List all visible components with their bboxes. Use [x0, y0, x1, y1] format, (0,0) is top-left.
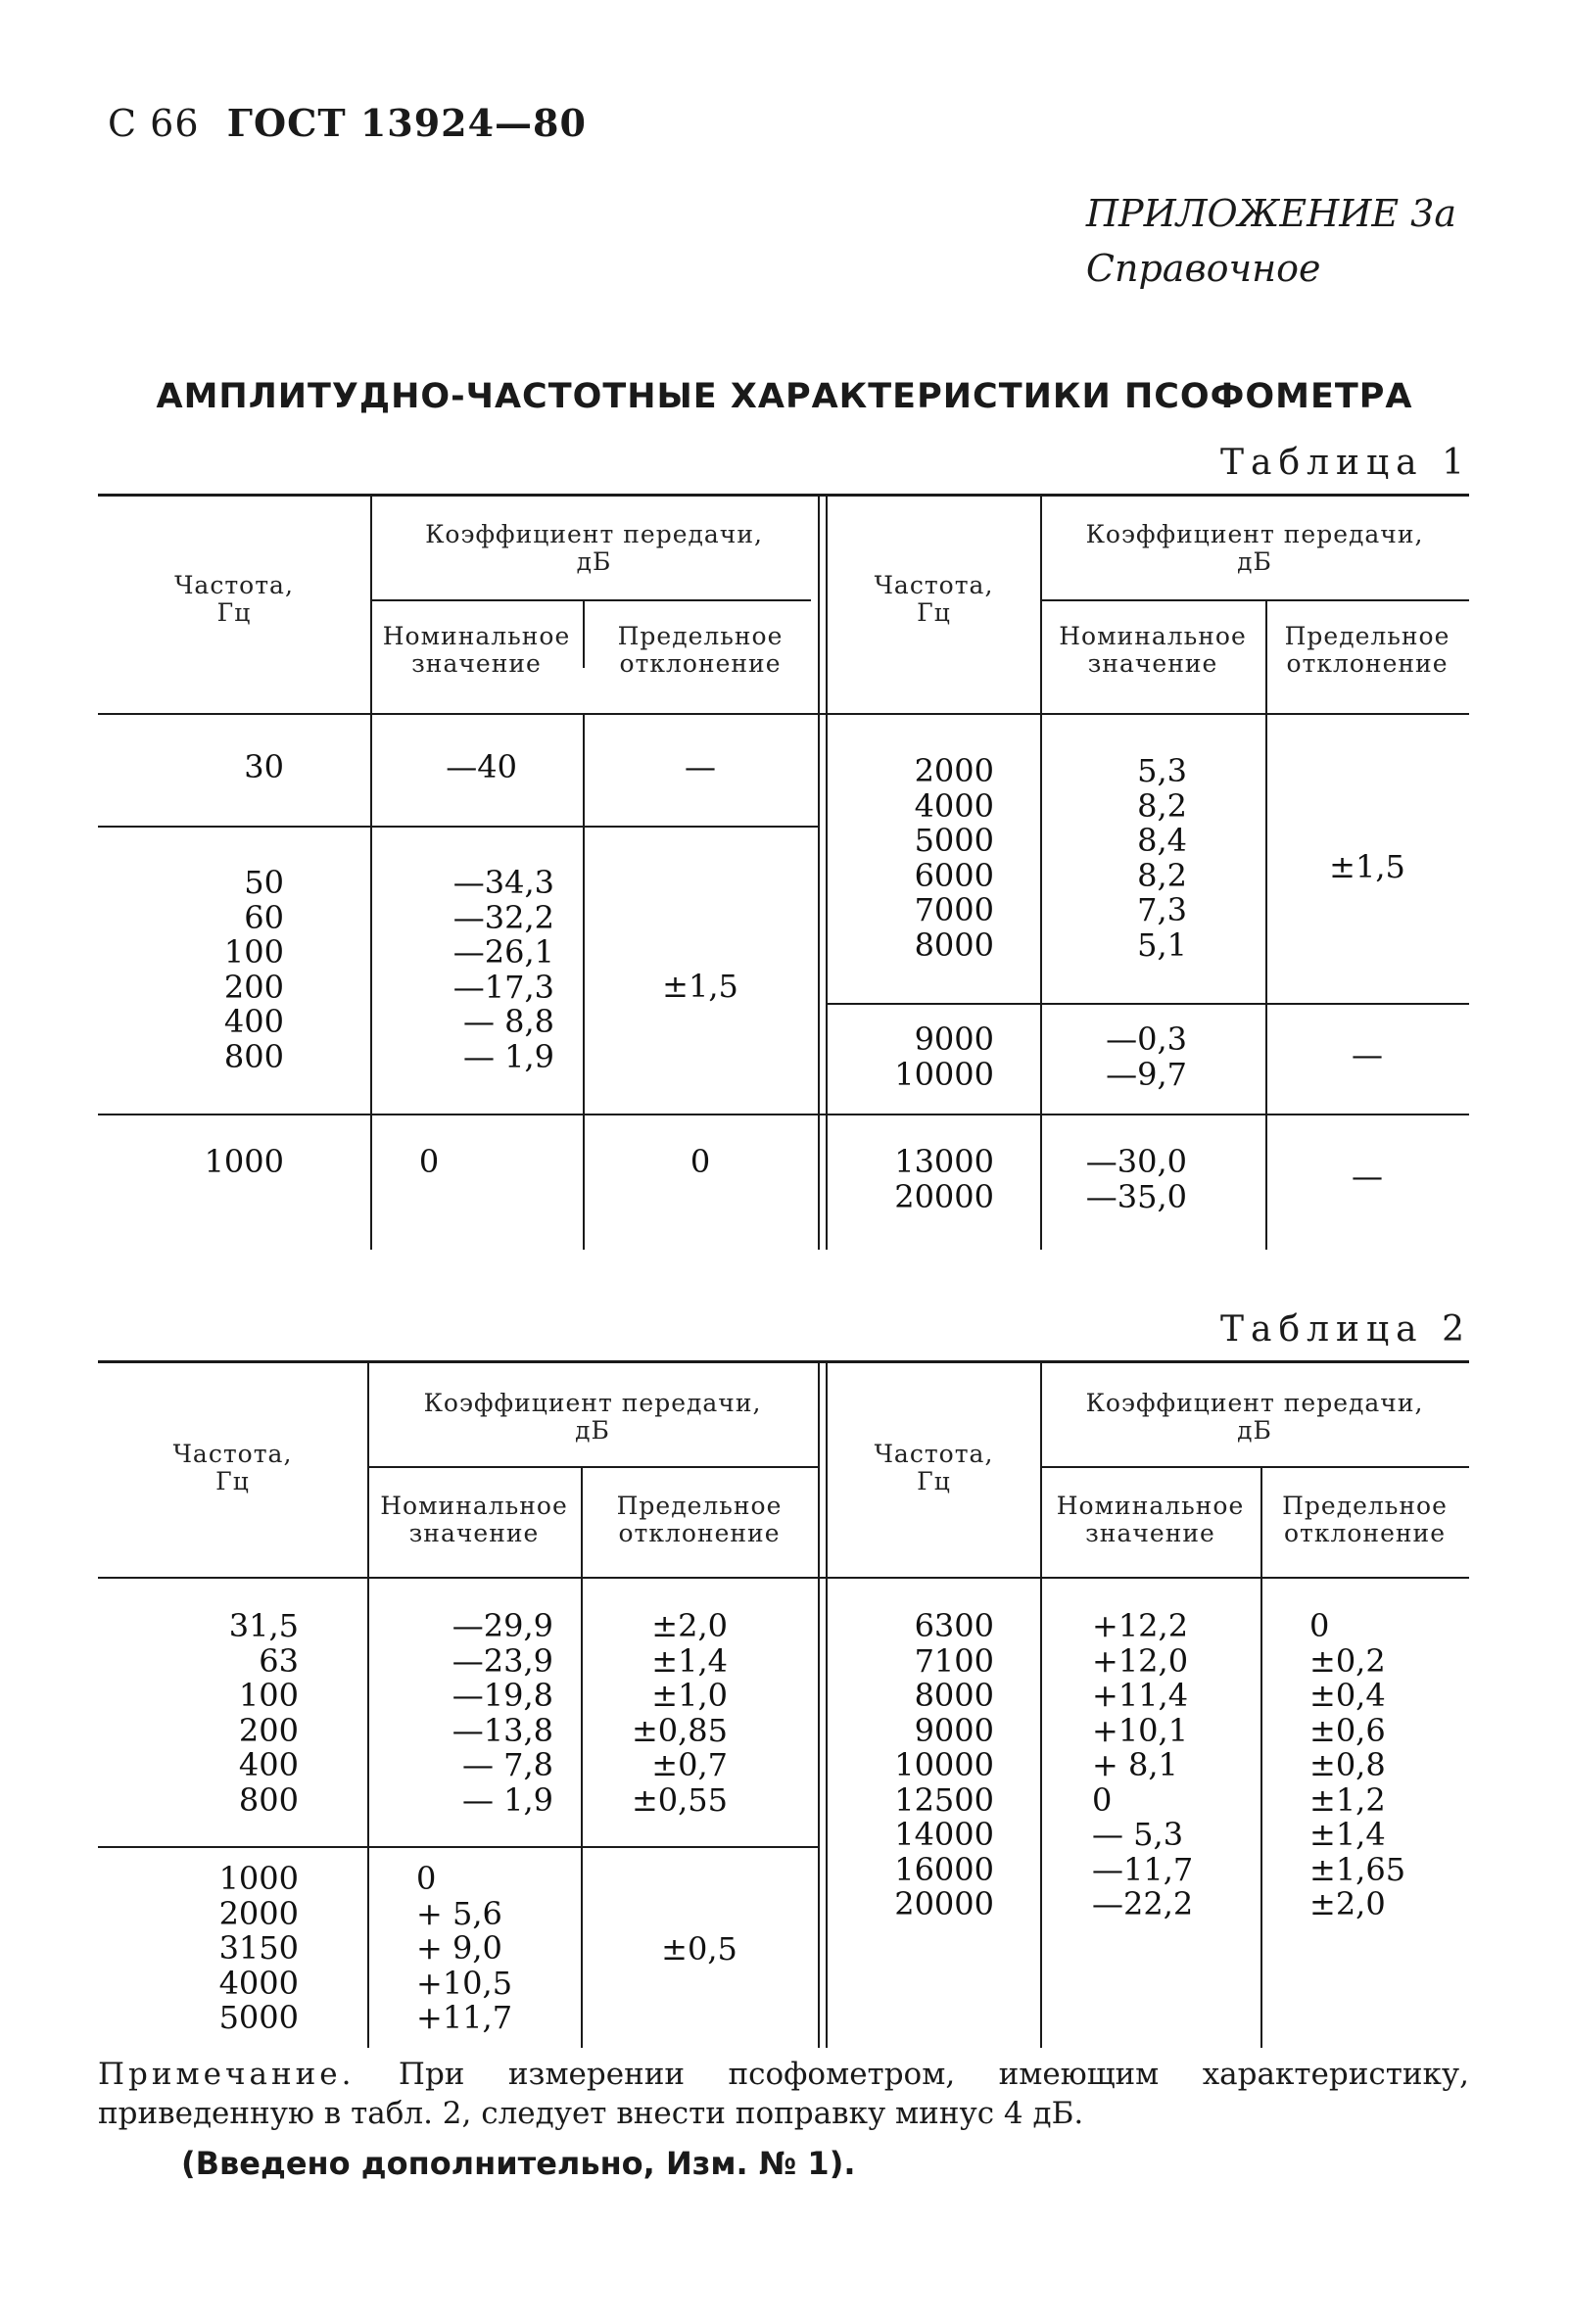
table1-r-g2-deviation: —	[1352, 1036, 1383, 1073]
table2-header-coefficient-left: Коэффициент передачи, дБ	[423, 1389, 762, 1445]
table1-header-frequency-right: Частота, Гц	[874, 571, 994, 627]
table1-caption: Таблица 1	[1220, 443, 1471, 483]
table1-l-g1-frequency: 30	[244, 748, 284, 785]
table2-header-deviation-left: Предельное отклонение	[616, 1492, 783, 1547]
table1-header-deviation-left: Предельное отклонение	[617, 622, 784, 678]
table2-header-deviation-right: Предельное отклонение	[1282, 1492, 1448, 1547]
appendix-subtitle: Справочное	[1085, 247, 1321, 290]
table1-l-g1-deviation: —	[685, 748, 716, 785]
table1-subheader-rule-right	[1040, 599, 1469, 601]
table1-header-rule	[98, 713, 1469, 715]
note-label: Примечание.	[98, 2057, 356, 2092]
table1-group-rule-left-1	[98, 826, 818, 828]
table2-caption: Таблица 2	[1220, 1309, 1471, 1350]
appendix-title: ПРИЛОЖЕНИЕ 3а	[1085, 192, 1456, 235]
table2-vline-divider-a	[818, 1360, 820, 2048]
table1-r-g2-frequency: 9000 10000	[894, 1020, 994, 1093]
table1-l-g3-deviation: 0	[689, 1143, 711, 1180]
table1-r-g1-frequency: 2000 4000 5000 6000 7000 8000	[914, 752, 994, 964]
table2-subheader-rule-left	[367, 1466, 818, 1468]
table2-header-rule	[98, 1577, 1469, 1579]
table1-r-g3-nominal: —30,0 —35,0	[1085, 1143, 1187, 1215]
table1-r-g3-deviation: —	[1352, 1158, 1383, 1195]
table1-r-g3-frequency: 13000 20000	[894, 1143, 994, 1215]
table2-subheader-rule-right	[1040, 1466, 1469, 1468]
table1-r-g1-nominal: 5,3 8,2 8,4 8,2 7,3 5,1	[1137, 752, 1187, 964]
table1-header-coefficient-right: Коэффициент передачи, дБ	[1085, 520, 1424, 576]
table2-l-g1-deviation: ±2,0 ±1,4 ±1,0 ±0,85 ±0,7 ±0,55	[631, 1607, 728, 1819]
table1-r-g1-deviation: ±1,5	[1329, 848, 1405, 885]
table1-header-nominal-right: Номинальное значение	[1059, 622, 1247, 678]
table2-header-nominal-right: Номинальное значение	[1056, 1492, 1245, 1547]
table1-l-g2-deviation: ±1,5	[662, 968, 738, 1005]
table2-r-frequency: 6300 7100 8000 9000 10000 12500 14000 16000 20000	[894, 1607, 994, 1922]
table2-r-nominal: +12,2 +12,0 +11,4 +10,1 + 8,1 0 — 5,3 —11,7 —22,2	[1092, 1607, 1194, 1922]
table1-header-deviation-right: Предельное отклонение	[1284, 622, 1450, 678]
table1-subheader-rule-left	[370, 599, 811, 601]
amendment-note: (Введено дополнительно, Изм. № 1).	[181, 2145, 856, 2182]
table2-header-coefficient-right: Коэффициент передачи, дБ	[1085, 1389, 1424, 1445]
table2-top-rule	[98, 1360, 1469, 1363]
table-note	[98, 2055, 1469, 2133]
standard-number: ГОСТ 13924—80	[226, 101, 587, 145]
table2-header-nominal-left: Номинальное значение	[380, 1492, 568, 1547]
page-number: С 66	[108, 102, 200, 145]
table1-group-rule-2	[98, 1114, 1469, 1115]
document-title: АМПЛИТУДНО-ЧАСТОТНЫЕ ХАРАКТЕРИСТИКИ ПСОФОМЕТРА	[156, 377, 1413, 416]
table2	[98, 1360, 1469, 2048]
page-header	[108, 101, 587, 145]
table1-header-coefficient-left: Коэффициент передачи, дБ	[425, 520, 763, 576]
table1-l-g3-nominal: 0	[418, 1143, 440, 1180]
table1-l-g3-frequency: 1000	[204, 1143, 284, 1180]
table2-l-g2-frequency: 1000 2000 3150 4000 5000	[218, 1860, 299, 2036]
table1-top-rule	[98, 494, 1469, 497]
table1-header-frequency-left: Частота, Гц	[174, 571, 294, 627]
table1-group-rule-right-1	[828, 1003, 1469, 1005]
table2-vline-3	[1040, 1360, 1042, 2048]
table1-r-g2-nominal: —0,3 —9,7	[1106, 1020, 1187, 1093]
appendix-label	[1086, 186, 1456, 296]
table1-l-g1-nominal: —40	[446, 748, 517, 785]
table1	[98, 494, 1469, 1250]
table2-r-deviation: 0 ±0,2 ±0,4 ±0,6 ±0,8 ±1,2 ±1,4 ±1,65 ±2,0	[1309, 1607, 1406, 1922]
table1-l-g2-nominal: —34,3 —32,2 —26,1 —17,3 — 8,8 — 1,9	[452, 864, 554, 1075]
table1-vline-divider-a	[818, 494, 820, 1250]
table2-l-g1-nominal: —29,9 —23,9 —19,8 —13,8 — 7,8 — 1,9	[452, 1607, 553, 1819]
table1-header-nominal-left: Номинальное значение	[382, 622, 571, 678]
table2-header-frequency-right: Частота, Гц	[874, 1440, 994, 1495]
table2-header-frequency-left: Частота, Гц	[172, 1440, 293, 1495]
table2-l-g2-deviation: ±0,5	[661, 1930, 737, 1968]
table1-l-g2-frequency: 50 60 100 200 400 800	[223, 864, 284, 1075]
table2-group-rule-left	[98, 1846, 818, 1848]
table2-vline-4	[1260, 1466, 1262, 2048]
table2-l-g2-nominal: 0 + 5,6 + 9,0 +10,5 +11,7	[416, 1860, 513, 2036]
note-text: При измерении псофометром, имеющим характеристику, приведенную в табл. 2, следует внести поправку минус 4 дБ.	[98, 2057, 1470, 2131]
table2-l-g1-frequency: 31,5 63 100 200 400 800	[228, 1607, 299, 1819]
